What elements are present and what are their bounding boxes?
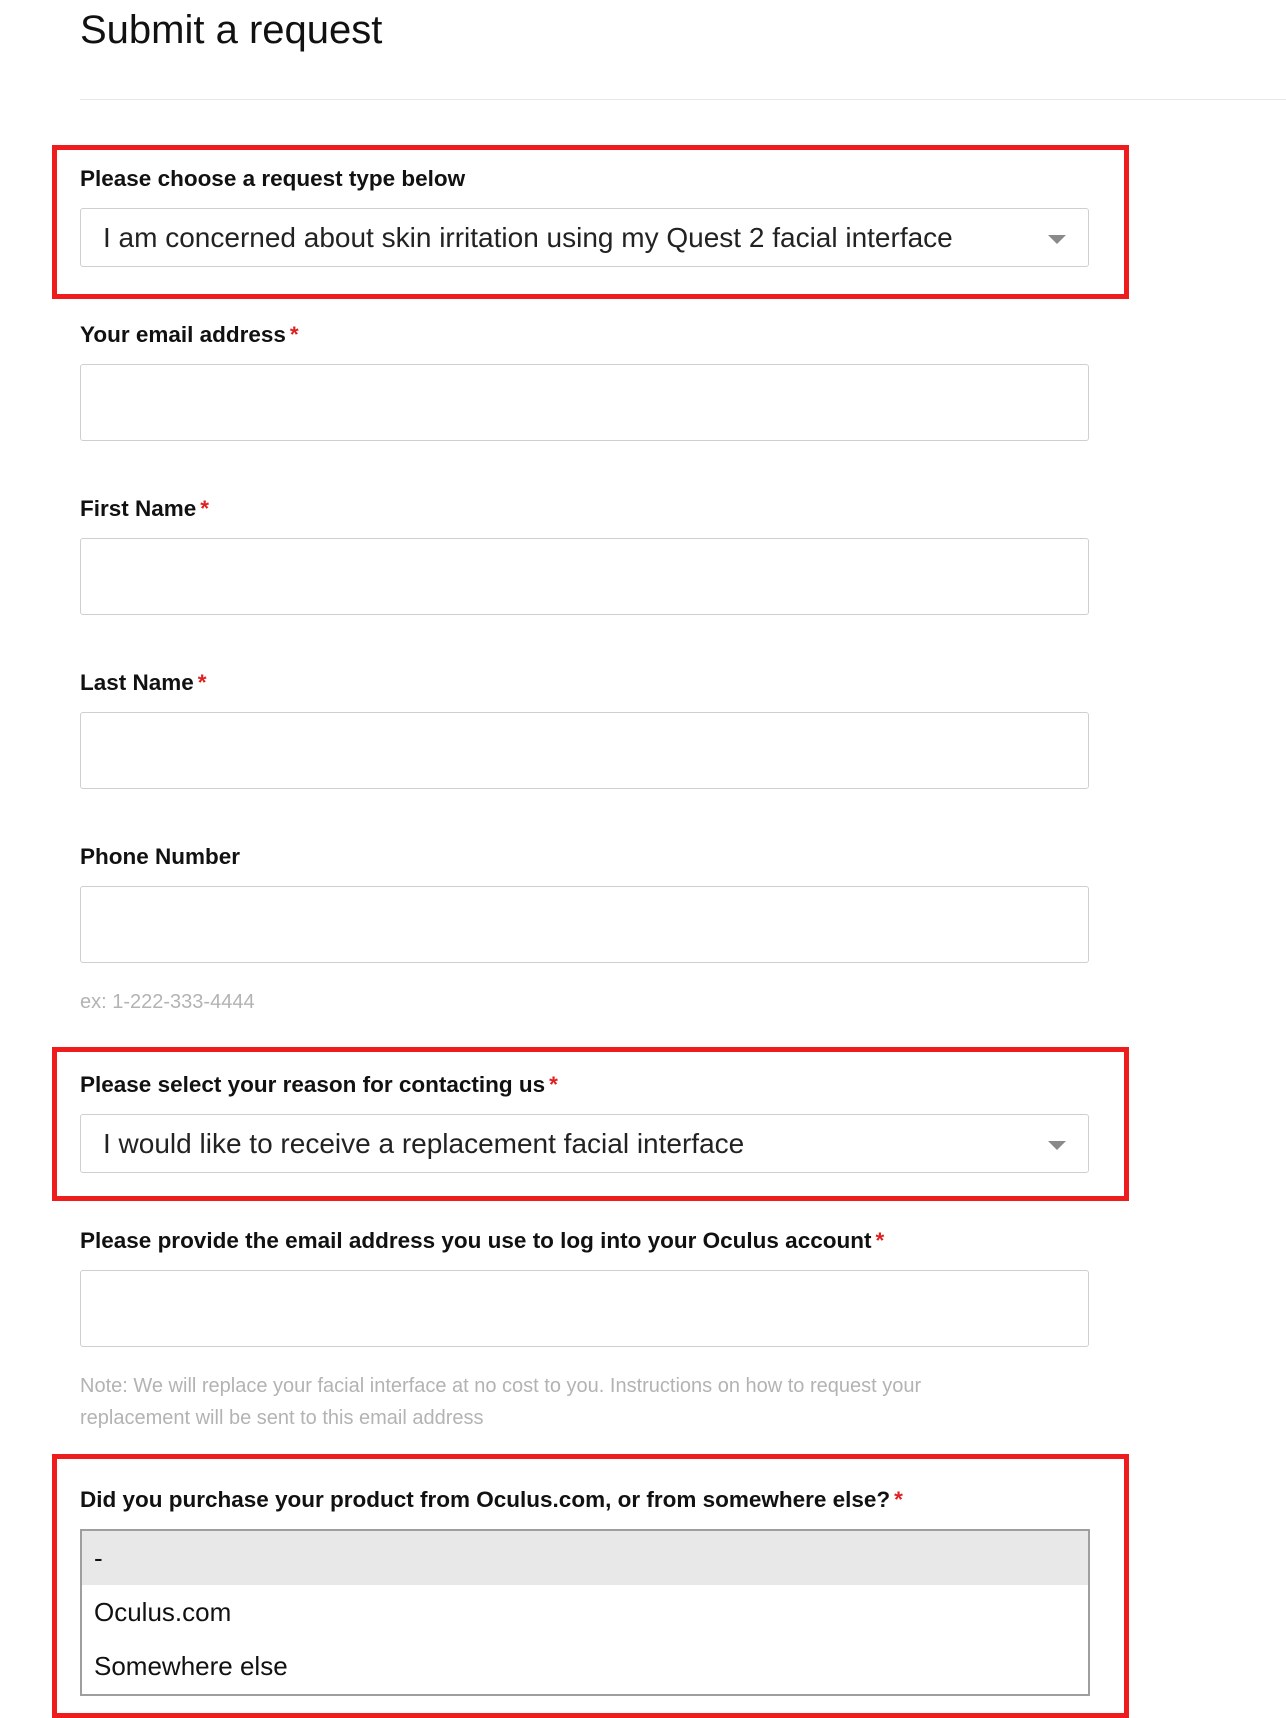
oculus-email-note: Note: We will replace your facial interface at no cost to you. Instructions on how to request your replacement will be sent to this email address: [80, 1375, 922, 1429]
page-title: Submit a request: [80, 8, 383, 52]
email-field[interactable]: [80, 364, 1089, 441]
email-label: [80, 322, 299, 348]
request-type-label-text: Please choose a request type below: [80, 166, 466, 191]
last-name-field[interactable]: [80, 712, 1089, 789]
caret-down-icon: [1048, 1141, 1066, 1150]
title-divider: [80, 99, 1286, 100]
first-name-field[interactable]: [80, 538, 1089, 615]
oculus-email-field[interactable]: [80, 1270, 1089, 1347]
email-label-text: Your email address: [80, 322, 286, 347]
required-asterisk: *: [875, 1228, 885, 1253]
phone-hint: ex: 1-222-333-4444: [80, 991, 255, 1013]
option-somewhere-else[interactable]: Somewhere else: [94, 1650, 288, 1681]
request-type-value: I am concerned about skin irritation using my Quest 2 facial interface: [103, 221, 953, 253]
option-oculus-com[interactable]: Oculus.com: [94, 1596, 232, 1627]
oculus-email-label: [80, 1228, 884, 1254]
phone-label-text: Phone Number: [80, 844, 241, 869]
required-asterisk: *: [200, 496, 210, 521]
required-asterisk: *: [894, 1487, 903, 1512]
first-name-label-text: First Name: [80, 496, 197, 521]
phone-label: [80, 844, 240, 870]
purchase-source-listbox[interactable]: [80, 1529, 1090, 1696]
request-type-select[interactable]: [80, 208, 1089, 267]
option-none[interactable]: -: [82, 1531, 1088, 1585]
required-asterisk: *: [197, 670, 207, 695]
purchase-source-label: [80, 1487, 903, 1513]
request-type-label: [80, 166, 465, 192]
required-asterisk: *: [289, 322, 299, 347]
reason-label: [80, 1072, 558, 1098]
phone-field[interactable]: [80, 886, 1089, 963]
reason-select[interactable]: [80, 1114, 1089, 1173]
oculus-email-label-text: Please provide the email address you use to log into your Oculus account: [80, 1228, 872, 1253]
last-name-label-text: Last Name: [80, 670, 194, 695]
reason-label-text: Please select your reason for contacting us: [80, 1072, 546, 1097]
first-name-label: [80, 496, 209, 522]
caret-down-icon: [1048, 235, 1066, 244]
reason-value: I would like to receive a replacement facial interface: [103, 1127, 745, 1159]
last-name-label: [80, 670, 207, 696]
purchase-source-label-text: Did you purchase your product from Oculus.com, or from somewhere else?: [80, 1487, 891, 1512]
required-asterisk: *: [549, 1072, 558, 1097]
